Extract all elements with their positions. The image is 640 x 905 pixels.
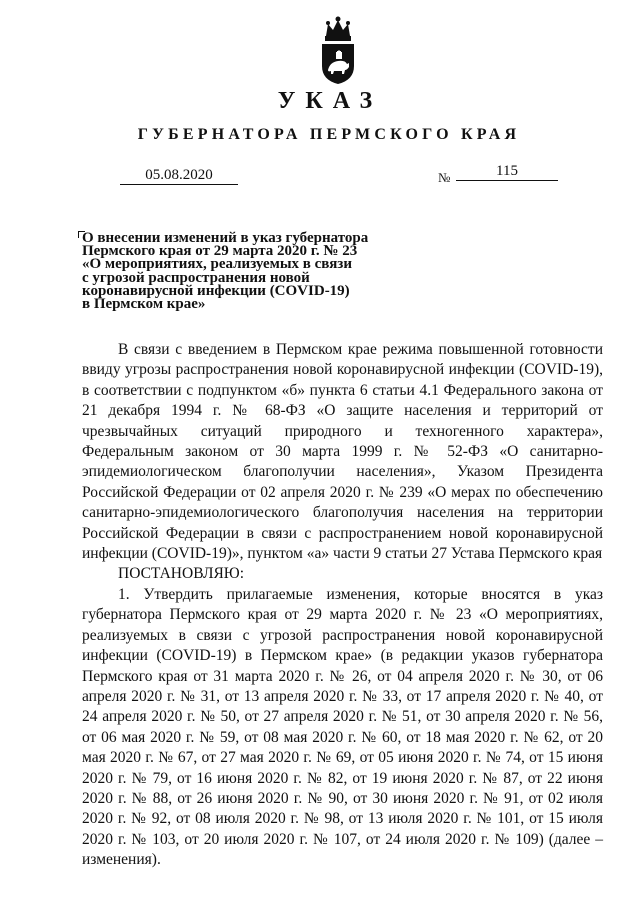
heading-line: Пермского края от 29 марта 2020 г. № 23 — [82, 243, 358, 260]
preamble-paragraph: В связи с введением в Пермском крае режима повышенной готовности ввиду угрозы распространения новой коронавирусной инфекции (COVID-19), в соответствии с подпунктом «б» пункта 6 статьи 4.1 Федерального закона от 21 декабря 1994 г. № 68-ФЗ «О защите населения и территорий от чрезвычайных ситуаций природного и техногенного характера», Федеральным законом от 30 марта 1999 г. № 52-ФЗ «О санитарно-эпидемиологическом благополучии населения», Указом Президента Российской Федерации от 02 апреля 2020 г. № 239 «О мерах по обеспечению санитарно-эпидемиологического благополучия населения на территории Российской Федерации в связи с распространением новой коронавирусной инфекции (COVID-19)», пунктом «а» части 9 статьи 27 Устава Пермского края — [82, 341, 603, 563]
document-heading — [82, 232, 402, 311]
perm-krai-coat-of-arms-icon — [318, 14, 358, 86]
heading-line: с угрозой распространения новой — [82, 269, 310, 286]
document-body — [82, 340, 603, 871]
document-date: 05.08.2020 — [120, 166, 238, 185]
heading-line: в Пермском крае» — [82, 296, 206, 313]
document-number: 115 — [456, 162, 558, 181]
issuer-title: ГУБЕРНАТОРА ПЕРМСКОГО КРАЯ — [137, 126, 521, 143]
heading-line: «О мероприятиях, реализуемых в связи — [82, 256, 352, 273]
document-type-title: УКАЗ — [277, 88, 383, 114]
heading-line: О внесении изменений в указ губернатора — [82, 230, 369, 246]
item-1-paragraph: 1. Утвердить прилагаемые изменения, которые вносятся в указ губернатора Пермского края от 29 марта 2020 г. № 23 «О мероприятиях, реализуемых в связи с угрозой распространения новой коронавирусной инфекции (COVID-19) в Пермском крае» (в редакции указов губернатора Пермского края от 31 марта 2020 г. № 26, от 04 апреля 2020 г. № 30, от 06 апреля 2020 г. № 31, от 13 апреля 2020 г. № 33, от 17 апреля 2020 г. № 40, от 24 апреля 2020 г. № 50, от 27 апреля 2020 г. № 51, от 30 апреля 2020 г. № 56, от 06 мая 2020 г. № 59, от 08 мая 2020 г. № 60, от 18 мая 2020 г. № 62, от 20 мая 2020 г. № 67, от 27 мая 2020 г. № 69, от 05 июня 2020 г. № 74, от 15 июня 2020 г. № 79, от 16 июня 2020 г. № 82, от 19 июня 2020 г. № 87, от 22 июня 2020 г. № 88, от 26 июня 2020 г. № 90, от 30 июня 2020 г. № 91, от 02 июля 2020 г. № 92, от 08 июля 2020 г. № 98, от 13 июля 2020 г. № 101, от 15 июля 2020 г. № 103, от 20 июля 2020 г. № 107, от 24 июля 2020 г. № 109) (далее – изменения). — [82, 585, 603, 869]
heading-line: коронавирусной инфекции (COVID-19) — [82, 282, 350, 299]
number-sign: № — [438, 170, 451, 185]
decree-word: ПОСТАНОВЛЯЮ: — [118, 565, 245, 583]
